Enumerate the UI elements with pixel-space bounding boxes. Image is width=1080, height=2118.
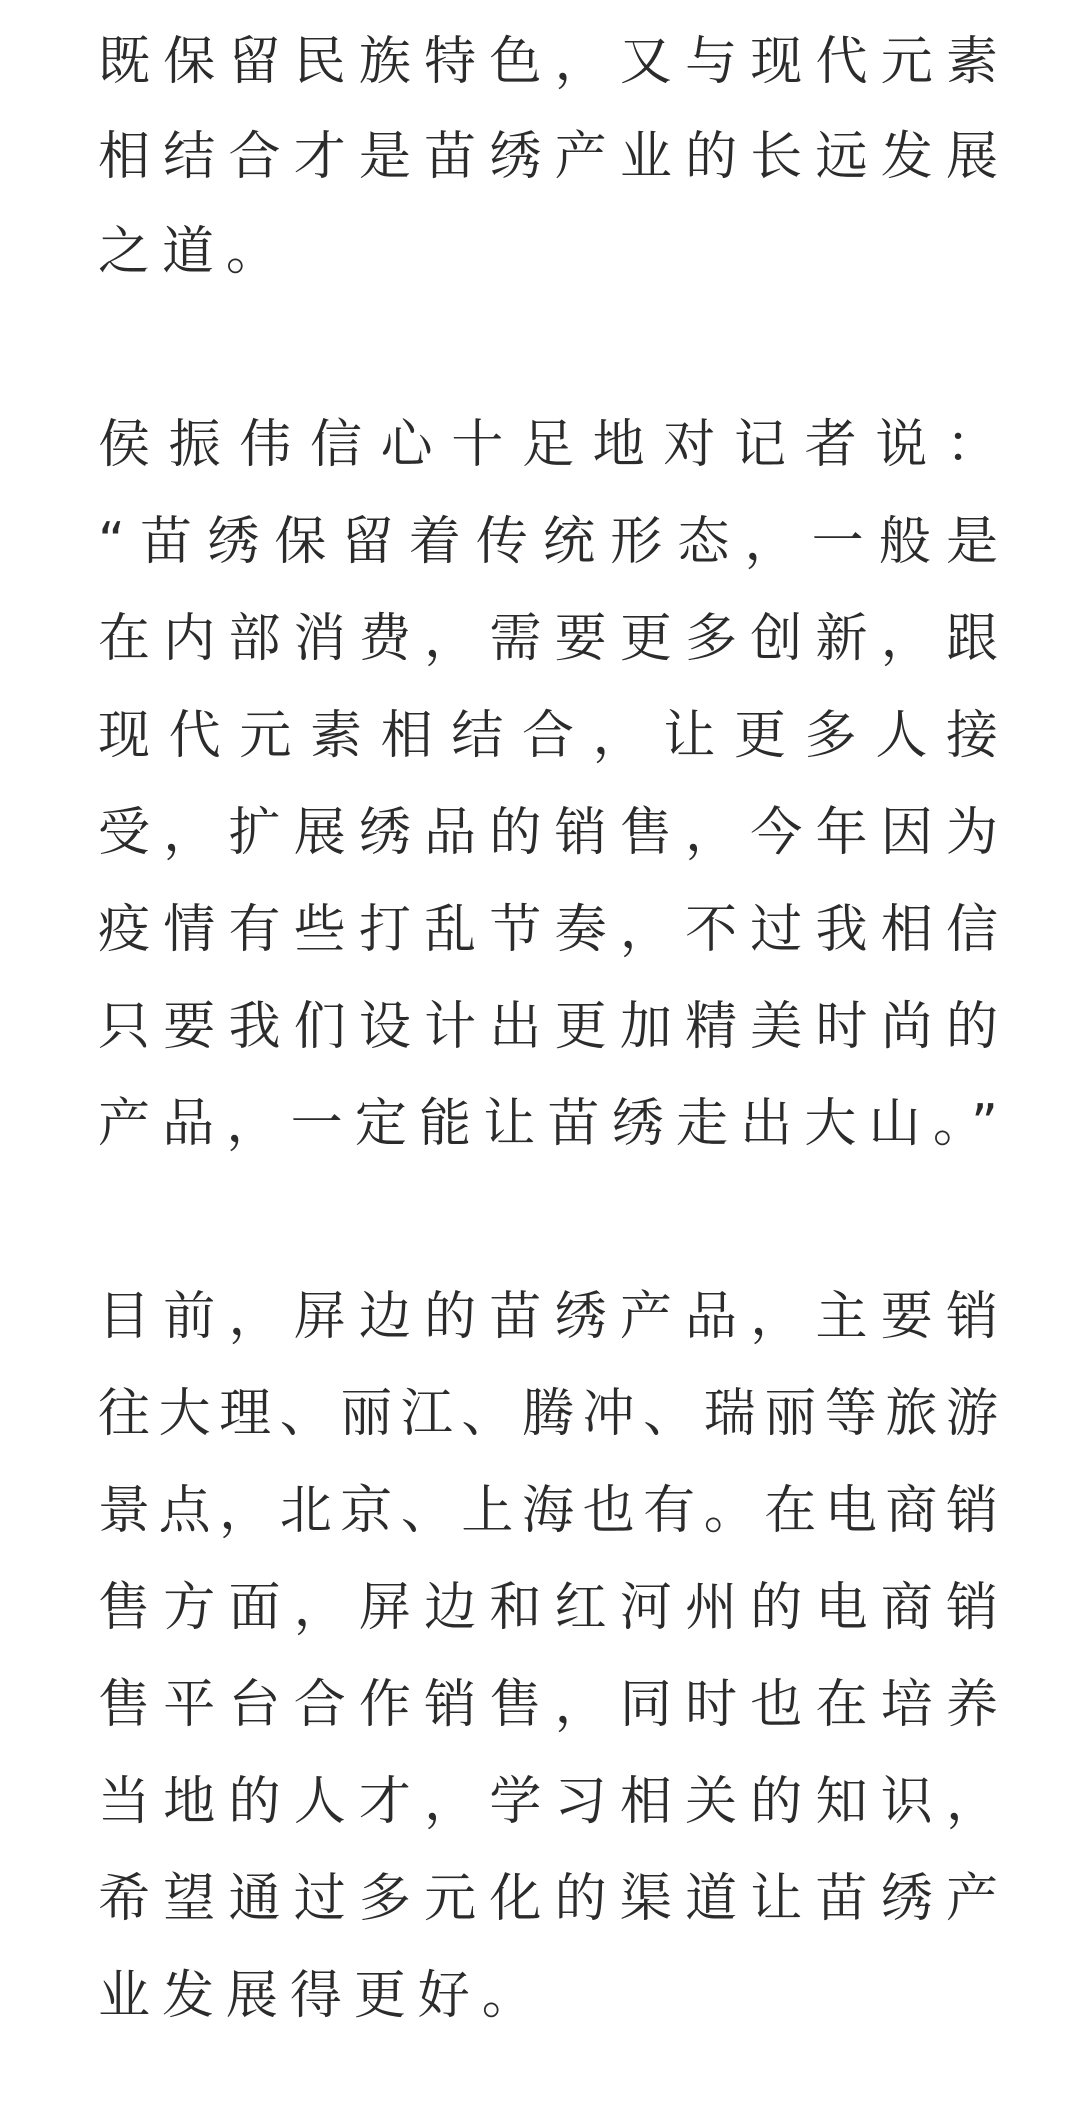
text-line: 相结合才是苗绣产业的长远发展 — [98, 127, 998, 187]
text-line: 受，扩展绣品的销售，今年因为 — [98, 803, 998, 863]
text-line: 当地的人才，学习相关的知识， — [98, 1772, 998, 1832]
text-line: 疫情有些打乱节奏，不过我相信 — [98, 900, 998, 960]
text-line: 之道。 — [98, 222, 290, 282]
text-line: “苗绣保留着传统形态，一般是 — [98, 512, 998, 572]
text-line: 业发展得更好。 — [98, 1966, 546, 2026]
text-line: 现代元素相结合，让更多人接 — [98, 706, 998, 766]
text-line: 目前，屏边的苗绣产品，主要销 — [98, 1287, 998, 1347]
text-line: 售平台合作销售，同时也在培养 — [98, 1675, 998, 1735]
text-line: 侯振伟信心十足地对记者说： — [98, 415, 998, 475]
text-line: 只要我们设计出更加精美时尚的 — [98, 997, 998, 1057]
text-line: 希望通过多元化的渠道让苗绣产 — [98, 1869, 998, 1929]
text-line: 产品，一定能让苗绣走出大山。” — [98, 1094, 998, 1154]
text-line: 既保留民族特色，又与现代元素 — [98, 32, 998, 92]
text-line: 在内部消费，需要更多创新，跟 — [98, 609, 998, 669]
text-line: 景点，北京、上海也有。在电商销 — [98, 1481, 998, 1541]
text-line: 往大理、丽江、腾冲、瑞丽等旅游 — [98, 1384, 998, 1444]
text-line: 售方面，屏边和红河州的电商销 — [98, 1578, 998, 1638]
